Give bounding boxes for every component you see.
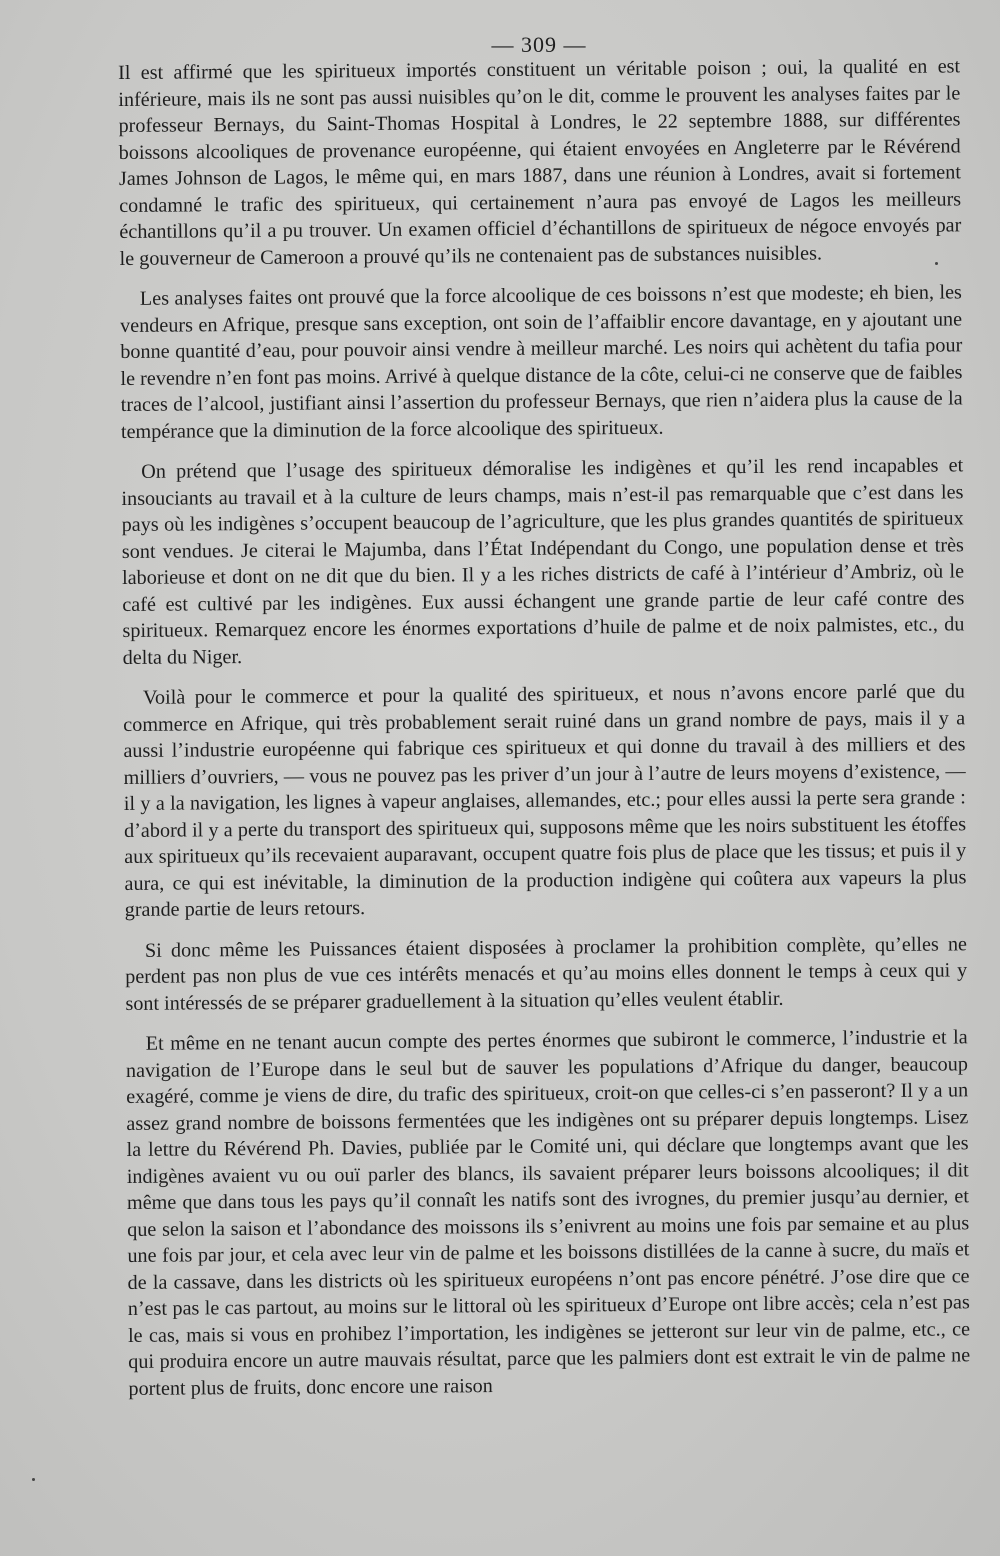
paper-speck: [935, 262, 938, 265]
paper-speck: [32, 1478, 35, 1481]
paragraph-agriculture: On prétend que l’usage des spiritueux démoralise les indigènes et qu’il les rend incapables et insouciants au travail et à la culture de leurs champs, mais n’est-il pas remarquable que c’est dans les pays où les indigènes s’occupent beaucoup de l’agriculture, que les plus grandes quantités de spiritueux sont vendues. Je citerai le Majumba, dans l’État Indépendant du Congo, une population dense et très laborieuse et dont on ne dit que du bien. Il y a les riches districts de café à l’intérieur d’Ambriz, où le café est cultivé par les indigènes. Eux aussi échangent une grande partie de leur café contre des spiritueux. Remarquez encore les énormes exportations d’huile de palme et de noix palmistes, etc., du delta du Niger.: [121, 454, 965, 669]
page-number: — 309 —: [491, 32, 587, 57]
paragraph-alcohol-strength: Les analyses faites ont prouvé que la force alcoolique de ces boissons n’est que modeste; eh bien, les vendeurs en Afrique, presque sans exception, ont soin de l’affaiblir encore davantage, en y ajoutant une bonne quantité d’eau, pour pouvoir ainsi vendre à meilleur marché. Les noirs qui achètent du tafia pour le revendre n’en font pas moins. Arrivé à quelque distance de la côte, celui-ci ne conserve que de faibles traces de l’alcool, justifiant ainsi l’assertion du professeur Bernays, que rien n’aidera plus la cause de la tempérance que la diminution de la force alcoolique des spiritueux.: [119, 281, 963, 443]
body-text: [118, 53, 971, 1402]
paragraph-fermented-drinks: Et même en ne tenant aucun compte des pertes énormes que subiront le commerce, l’industrie et la navigation de l’Europe dans le seul but de sauver les populations d’Afrique du danger, beaucoup exagéré, comme je viens de dire, du trafic des spiritueux, croit-on que celles-ci s’en passeront? Il y a un assez grand nombre de boissons fermentées que les indigènes ont su préparer depuis longtemps. Lisez la lettre du Révérend Ph. Davies, publiée par le Comité uni, qui déclare que longtemps avant que les indigènes avaient vu ou ouï parler des blancs, ils savaient préparer leurs boissons alcooliques; il dit même que dans tous les pays qu’il connaît les natifs sont des ivrognes, du premier jusqu’au dernier, et que selon la saison et l’abondance des moissons ils s’enivrent au moins une fois par semaine et au plus une fois par jour, et cela avec leur vin de palme et les boissons distillées de la canne à sucre, du maïs et de la cassave, dans les districts où les spiritueux européens n’ont pas encore pénétré. J’ose dire que ce n’est pas le cas partout, au moins sur le littoral où les spiritueux d’Europe ont libre accès; cela n’est pas le cas, mais si vous en prohibez l’importation, les indigènes se jetteront sur leur vin de palme, etc., ce qui produira encore un autre mauvais résultat, parce que les palmiers dont est extrait le vin de palme ne portent plus de fruits, donc encore une raison: [125, 1026, 971, 1400]
paragraph-spirits-quality: Il est affirmé que les spiritueux importés constituent un véritable poison ; oui, la qualité en est inférieure, mais ils ne sont pas aussi nuisibles qu’on le dit, comme le prouvent les analyses faites par le professeur Bernays, du Saint-Thomas Hospital à Londres, le 22 septembre 1888, sur différentes boissons alcooliques de provenance européenne, qui étaient envoyées en Angleterre par le Révérend James Johnson de Lagos, le même qui, en mars 1887, dans une réunion à Londres, avait si fortement condamné le trafic des spiritueux, qui certainement n’aura pas envoyé de Lagos les meilleurs échantillons qu’il a pu trouver. Un examen officiel d’échantillons de spiritueux de négoce envoyés par le gouverneur de Cameroon a prouvé qu’ils ne contenaient pas de substances nuisibles.: [118, 55, 962, 270]
paragraph-powers-prohibition: Si donc même les Puissances étaient disposées à proclamer la prohibition complète, qu’elles ne perdent pas non plus de vue ces intérêts menacés et qu’au moins elles donnent le temps à ceux qui y sont intéressés de se préparer graduellement à la situation qu’elles veulent établir.: [125, 932, 968, 1015]
paragraph-commerce-industry: Voilà pour le commerce et pour la qualité des spiritueux, et nous n’avons encore parlé que du commerce en Afrique, qui très probablement serait ruiné dans un grand nombre de pays, mais il y a aussi l’industrie européenne qui fabrique ces spiritueux et qui donne du travail à des milliers et des milliers d’ouvriers, — vous ne pouvez pas les priver d’un jour à l’autre de leurs moyens d’existence, — il y a la navigation, les lignes à vapeur anglaises, allemandes, etc.; pour elles aussi la perte sera grande : d’abord il y a perte du transport des spiritueux qui, supposons même que les noirs substituent les étoffes aux spiritueux qu’ils recevaient auparavant, occupent quatre fois plus de place que les tissus; et puis il y aura, ce qui est inévitable, la diminution de la production indigène qui coûtera aux vapeurs la plus grande partie de leurs retours.: [123, 680, 967, 921]
